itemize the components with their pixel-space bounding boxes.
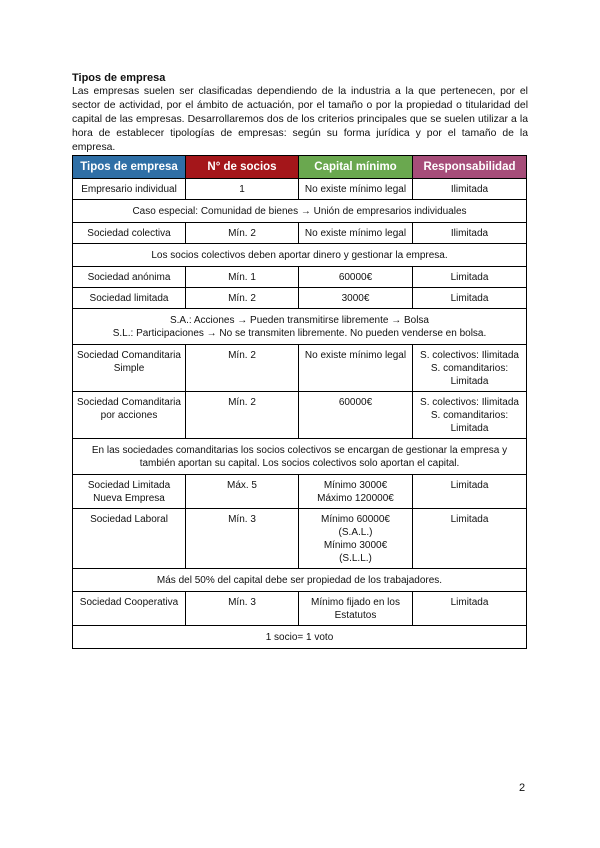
table-row	[73, 475, 527, 509]
cell-capital: Mínimo fijado en los Estatutos	[299, 592, 413, 626]
note-sa-sl	[73, 309, 527, 345]
cell-tipo: Sociedad colectiva	[73, 223, 186, 244]
table-row	[73, 592, 527, 626]
page-number: 2	[519, 782, 526, 794]
table-row	[73, 267, 527, 288]
cell-tipo: Sociedad Limitada Nueva Empresa	[73, 475, 186, 509]
responsabilidad-line: S. colectivos: Ilimitada	[420, 350, 519, 361]
cell-responsabilidad: Limitada	[413, 475, 527, 509]
table-row	[73, 345, 527, 392]
table-row	[73, 179, 527, 200]
cell-capital: No existe mínimo legal	[299, 223, 413, 244]
table-note-row	[73, 569, 527, 592]
cell-responsabilidad: Limitada	[413, 267, 527, 288]
cell-socios: Mín. 3	[186, 509, 299, 569]
note-comanditarias: En las sociedades comanditarias los socios colectivos se encargan de gestionar la empresa y también aportan su capital. Los socios colectivos solo aportan el capital.	[73, 439, 527, 475]
intro-paragraph: Las empresas suelen ser clasificadas dependiendo de la industria a la que pertenecen, por el sector de actividad, por el ámbito de actuación, por el tamaño o por la propiedad o titularidad del capital de las empresas. Desarrollaremos dos de los criterios principales que se suelen utilizar a la hora de establecer tipologías de empresas: según su forma jurídica y por el tamaño de la empresa.	[72, 86, 528, 153]
cell-socios: Mín. 2	[186, 223, 299, 244]
capital-line: Máximo 120000€	[317, 493, 394, 504]
table-note-row	[73, 200, 527, 223]
note-comunidad-bienes: Caso especial: Comunidad de bienes → Unión de empresarios individuales	[73, 200, 527, 223]
cell-responsabilidad: Limitada	[413, 509, 527, 569]
cell-socios: Mín. 3	[186, 592, 299, 626]
table-note-row	[73, 309, 527, 345]
cell-socios: Mín. 2	[186, 392, 299, 439]
cell-capital	[299, 509, 413, 569]
cell-capital: No existe mínimo legal	[299, 179, 413, 200]
table-row	[73, 392, 527, 439]
responsabilidad-line: S. comanditarios: Limitada	[430, 410, 509, 434]
cell-socios: 1	[186, 179, 299, 200]
header-tipos-de-empresa: Tipos de empresa	[73, 156, 186, 179]
capital-line: Mínimo 3000€	[323, 480, 388, 491]
cell-responsabilidad	[413, 392, 527, 439]
table-row	[73, 509, 527, 569]
cell-capital: 60000€	[299, 392, 413, 439]
note-socios-colectivos: Los socios colectivos deben aportar dinero y gestionar la empresa.	[73, 244, 527, 267]
cell-capital: 3000€	[299, 288, 413, 309]
cell-tipo: Sociedad Laboral	[73, 509, 186, 569]
responsabilidad-line: S. colectivos: Ilimitada	[420, 397, 519, 408]
cell-socios: Mín. 2	[186, 345, 299, 392]
note-laboral: Más del 50% del capital debe ser propiedad de los trabajadores.	[73, 569, 527, 592]
cell-tipo: Sociedad anónima	[73, 267, 186, 288]
note-line: S.L.: Participaciones → No se transmiten libremente. No pueden venderse en bolsa.	[112, 328, 487, 339]
table-header-row	[73, 156, 527, 179]
cell-tipo: Sociedad Comanditaria Simple	[73, 345, 186, 392]
table-row	[73, 288, 527, 309]
cell-capital: No existe mínimo legal	[299, 345, 413, 392]
cell-tipo: Sociedad limitada	[73, 288, 186, 309]
cell-capital	[299, 475, 413, 509]
document-page	[72, 72, 528, 649]
cell-responsabilidad	[413, 345, 527, 392]
cell-responsabilidad: Limitada	[413, 592, 527, 626]
cell-tipo: Empresario individual	[73, 179, 186, 200]
section-heading: Tipos de empresa	[72, 72, 166, 84]
cell-capital: 60000€	[299, 267, 413, 288]
company-types-table	[72, 155, 527, 649]
table-note-row	[73, 626, 527, 649]
note-line: S.A.: Acciones → Pueden transmitirse libremente → Bolsa	[169, 315, 429, 326]
cell-responsabilidad: Ilimitada	[413, 179, 527, 200]
cell-responsabilidad: Ilimitada	[413, 223, 527, 244]
cell-tipo: Sociedad Comanditaria por acciones	[73, 392, 186, 439]
note-cooperativa: 1 socio= 1 voto	[73, 626, 527, 649]
cell-tipo: Sociedad Cooperativa	[73, 592, 186, 626]
cell-socios: Mín. 2	[186, 288, 299, 309]
header-responsabilidad: Responsabilidad	[413, 156, 527, 179]
table-row	[73, 223, 527, 244]
header-numero-socios: N° de socios	[186, 156, 299, 179]
cell-socios: Máx. 5	[186, 475, 299, 509]
cell-responsabilidad: Limitada	[413, 288, 527, 309]
responsabilidad-line: S. comanditarios: Limitada	[430, 363, 509, 387]
capital-line: Mínimo 60000€ (S.A.L.)	[321, 514, 390, 538]
table-note-row	[73, 439, 527, 475]
table-note-row	[73, 244, 527, 267]
capital-line: Mínimo 3000€ (S.L.L.)	[323, 540, 388, 564]
header-capital-minimo: Capital mínimo	[299, 156, 413, 179]
cell-socios: Mín. 1	[186, 267, 299, 288]
